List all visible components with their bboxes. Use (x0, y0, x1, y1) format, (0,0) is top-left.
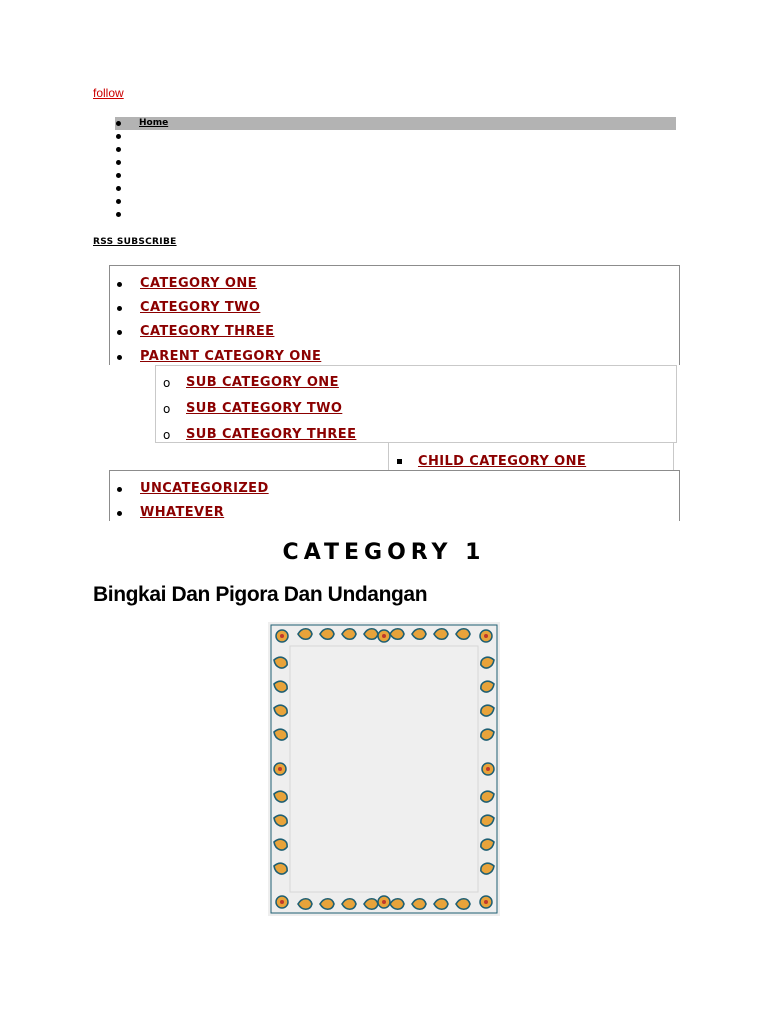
category-link[interactable]: UNCATEGORIZED (140, 481, 269, 496)
follow-link[interactable]: follow (93, 86, 124, 100)
nav-item-empty[interactable] (112, 143, 676, 156)
sub-category-link[interactable]: SUB CATEGORY TWO (186, 401, 343, 416)
section-title: CATEGORY 1 (282, 540, 486, 565)
circle-bullet-icon: o (163, 402, 171, 416)
sub-category-link[interactable]: SUB CATEGORY ONE (186, 375, 339, 390)
category-link[interactable]: PARENT CATEGORY ONE (140, 349, 322, 364)
bullet-icon (117, 306, 122, 311)
nav-home-link[interactable]: Home (139, 118, 169, 128)
bullet-icon (117, 330, 122, 335)
bullet-icon (116, 121, 121, 126)
bullet-icon (116, 199, 121, 204)
bullet-icon (116, 186, 121, 191)
bullet-icon (117, 282, 122, 287)
category-list-top (109, 265, 680, 365)
sub-category-link[interactable]: SUB CATEGORY THREE (186, 427, 357, 442)
category-list-more (109, 470, 680, 521)
circle-bullet-icon: o (163, 428, 171, 442)
child-category-list (388, 442, 674, 471)
nav-item-empty[interactable] (112, 169, 676, 182)
ornamental-frame-image (268, 622, 500, 916)
sub-category-list (155, 365, 677, 443)
bullet-icon (116, 173, 121, 178)
bullet-icon (117, 487, 122, 492)
nav-item-empty[interactable] (112, 195, 676, 208)
nav-item-home[interactable] (115, 117, 676, 130)
child-category-link[interactable]: CHILD CATEGORY ONE (418, 454, 587, 469)
nav-item-empty[interactable] (112, 130, 676, 143)
top-nav-menu (112, 117, 676, 221)
square-bullet-icon (397, 459, 402, 464)
post-title[interactable]: Bingkai Dan Pigora Dan Undangan (93, 583, 428, 606)
bullet-icon (116, 147, 121, 152)
category-link[interactable]: CATEGORY TWO (140, 300, 261, 315)
bullet-icon (116, 212, 121, 217)
nav-item-empty[interactable] (112, 156, 676, 169)
category-link[interactable]: CATEGORY THREE (140, 324, 275, 339)
bullet-icon (116, 134, 121, 139)
rss-subscribe-link[interactable]: RSS SUBSCRIBE (93, 237, 177, 247)
circle-bullet-icon: o (163, 376, 171, 390)
category-link[interactable]: WHATEVER (140, 505, 225, 520)
bullet-icon (116, 160, 121, 165)
nav-item-empty[interactable] (112, 182, 676, 195)
bullet-icon (117, 355, 122, 360)
category-link[interactable]: CATEGORY ONE (140, 276, 257, 291)
nav-item-empty[interactable] (112, 208, 676, 221)
bullet-icon (117, 511, 122, 516)
